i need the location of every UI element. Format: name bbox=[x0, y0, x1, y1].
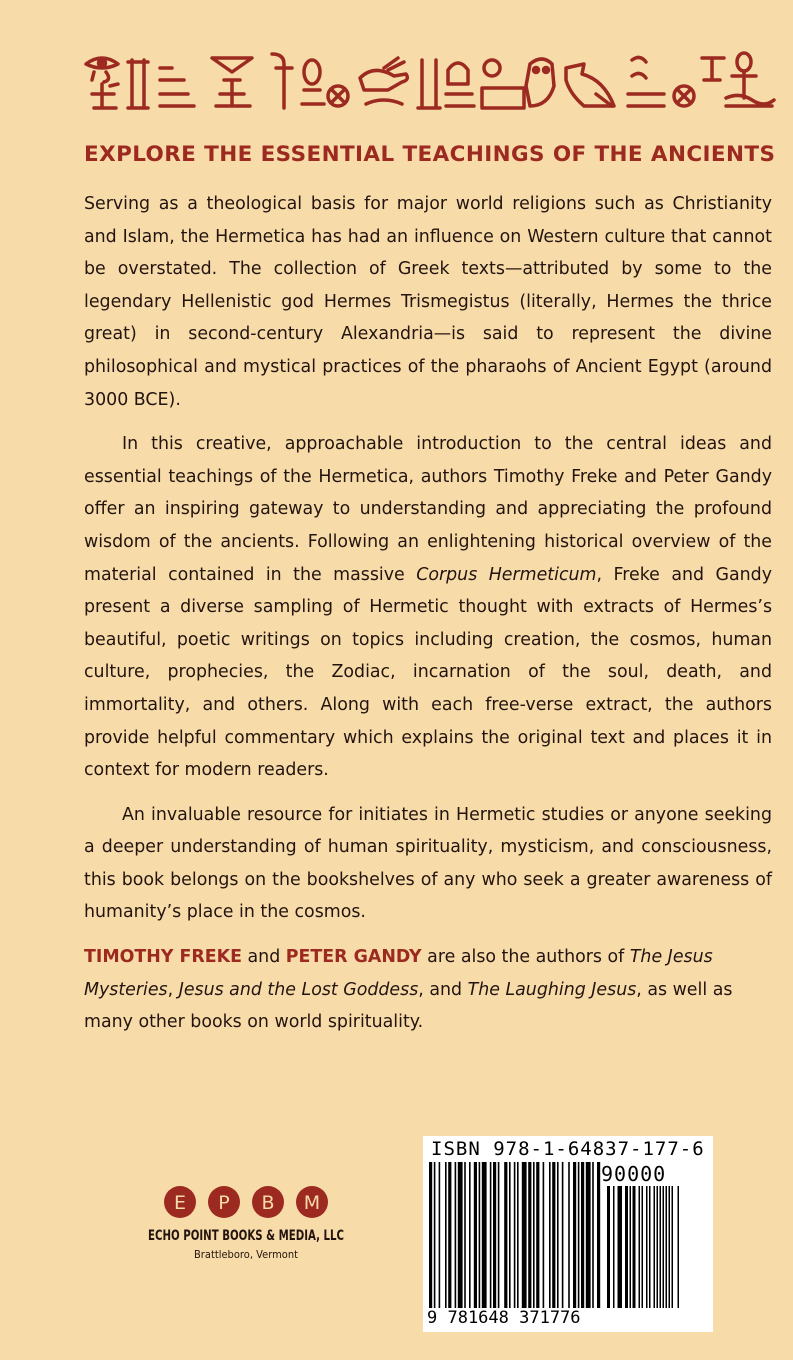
barcode-bar bbox=[592, 1162, 594, 1308]
barcode-bar bbox=[498, 1162, 500, 1308]
addon-bar bbox=[672, 1186, 674, 1308]
bio-sep-1: , bbox=[167, 979, 179, 1000]
paragraph-intro: Serving as a theological basis for major world religions such as Christianity and Islam, the Hermetica has had an influence on Western culture that cannot be overstated. The collection of Greek texts—attributed by some to the legendary Hellenistic god Hermes Trismegistus (literally, Hermes the thrice great) in second-century Alexandria—is said to represent the divine philosophical and mystical practices of the pharaohs of Ancient Egypt (around 3000 BCE). bbox=[84, 194, 772, 410]
pillar-glyph-icon bbox=[128, 60, 148, 108]
addon-bar bbox=[666, 1186, 668, 1308]
barcode-bar bbox=[536, 1162, 539, 1308]
addon-bar bbox=[646, 1186, 648, 1308]
barcode-bar bbox=[469, 1162, 471, 1308]
crossed-circle-glyph-icon bbox=[328, 86, 348, 106]
publisher-name: ECHO POINT BOOKS & MEDIA, LLC bbox=[148, 1228, 344, 1244]
addon-bar bbox=[654, 1186, 656, 1308]
barcode-bar bbox=[445, 1162, 447, 1308]
addon-bar bbox=[663, 1186, 665, 1308]
author-name-2: PETER GANDY bbox=[285, 947, 422, 968]
barcode-bar bbox=[568, 1162, 570, 1308]
paragraph-summary-text-a: In this creative, approachable introduction to the central ideas and essential teachings of the Hermetica, authors Timothy Freke and Peter Gandy offer an inspiring gateway to understanding and appreciating the profound wisdom of the ancients. Following an enlightening historical overview of the material contained in the massive bbox=[84, 434, 772, 585]
addon-bar bbox=[618, 1186, 623, 1308]
corpus-title: Corpus Hermeticum bbox=[416, 564, 597, 585]
addon-bar bbox=[657, 1186, 659, 1308]
reeds-glyph-icon bbox=[628, 57, 664, 106]
publisher-logo bbox=[148, 1180, 366, 1270]
barcode-bar bbox=[482, 1162, 487, 1308]
vessel-glyph-icon bbox=[702, 58, 724, 80]
barcode-bar bbox=[581, 1162, 584, 1308]
barcode-bar bbox=[514, 1162, 516, 1308]
publisher-letter-m: M bbox=[303, 1192, 321, 1214]
description-body bbox=[84, 188, 772, 1051]
barcode-bar bbox=[509, 1162, 511, 1308]
barcode-bar bbox=[474, 1162, 477, 1308]
barcode-bar bbox=[448, 1162, 451, 1308]
barcode-bar bbox=[586, 1162, 591, 1308]
publisher-letter-e: E bbox=[173, 1192, 187, 1214]
barcode-bar bbox=[578, 1162, 580, 1308]
barcode-bar bbox=[439, 1162, 441, 1308]
barcode-bar bbox=[517, 1162, 519, 1308]
bowl-glyph-icon bbox=[212, 58, 252, 106]
staff-glyph-icon bbox=[272, 54, 292, 108]
barcode-bar bbox=[429, 1162, 432, 1308]
barcode-bar bbox=[597, 1162, 600, 1308]
bio-text-1: are also the authors of bbox=[421, 947, 630, 968]
author-name-1: TIMOTHY FREKE bbox=[84, 947, 242, 968]
book-title-3: The Laughing Jesus bbox=[467, 979, 637, 1000]
serpent-glyph-icon bbox=[726, 95, 774, 106]
addon-bar bbox=[639, 1186, 641, 1308]
book-title-2: Jesus and the Lost Goddess bbox=[178, 979, 419, 1000]
barcode-bar bbox=[455, 1162, 457, 1308]
seated-figure-glyph-icon bbox=[92, 84, 118, 108]
publisher-letter-b: B bbox=[261, 1192, 275, 1214]
paragraph-summary bbox=[84, 428, 772, 787]
water-glyph-icon bbox=[160, 68, 194, 106]
oval-glyph-icon bbox=[302, 60, 324, 104]
headline: EXPLORE THE ESSENTIAL TEACHINGS OF THE ANCIENTS bbox=[84, 142, 776, 167]
addon-bar bbox=[633, 1186, 636, 1308]
addon-bar bbox=[613, 1186, 615, 1308]
eye-glyph-icon bbox=[86, 58, 118, 82]
addon-bar bbox=[660, 1186, 662, 1308]
price-addon: 90000 bbox=[601, 1162, 667, 1186]
publisher-location: Brattleboro, Vermont bbox=[194, 1248, 299, 1261]
addon-bar bbox=[607, 1186, 610, 1308]
building-glyph-icon bbox=[418, 60, 474, 108]
addon-bar bbox=[625, 1186, 628, 1308]
publisher-letter-p: P bbox=[218, 1192, 230, 1214]
barcode-bar bbox=[522, 1162, 527, 1308]
barcode-bar bbox=[493, 1162, 496, 1308]
addon-bar bbox=[649, 1186, 651, 1308]
barcode-bars bbox=[427, 1162, 709, 1310]
barcode-bar bbox=[562, 1162, 564, 1308]
barcode-bar bbox=[573, 1162, 576, 1308]
addon-bar bbox=[678, 1186, 680, 1308]
bird-glyph-icon bbox=[566, 64, 614, 106]
barcode-bar bbox=[479, 1162, 481, 1308]
barcode-bar bbox=[543, 1162, 545, 1308]
barcode-bar bbox=[557, 1162, 559, 1308]
hieroglyph-border bbox=[84, 50, 774, 114]
barcode-bar bbox=[434, 1162, 436, 1308]
addon-bar bbox=[630, 1186, 632, 1308]
barcode-bar bbox=[549, 1162, 551, 1308]
author-bio bbox=[84, 941, 772, 1039]
addon-bar bbox=[669, 1186, 671, 1308]
addon-bar bbox=[642, 1186, 644, 1308]
book-title-1: The Jesus Mysteries bbox=[84, 947, 713, 1000]
paragraph-summary-text-b: , Freke and Gandy present a diverse sampling of Hermetic thought with extracts of Hermes’s beautiful, poetic writings on topics including creation, the cosmos, human culture, prophecies, the Zodiac, incarnation of the soul, death, and immortality, and others. Along with each free-verse extract, the authors provide helpful commentary which explains the original text and places it in context for modern readers. bbox=[84, 564, 773, 781]
bio-sep-2: , and bbox=[418, 979, 468, 1000]
ankh-glyph-icon bbox=[732, 53, 756, 98]
bio-connector: and bbox=[242, 947, 286, 968]
barcode-bar bbox=[533, 1162, 535, 1308]
isbn-barcode bbox=[423, 1136, 713, 1332]
barcode-bar bbox=[504, 1162, 507, 1308]
isbn-number: ISBN 978-1-64837-177-6 bbox=[431, 1138, 705, 1160]
ean-digits: 9 781648 371776 bbox=[427, 1308, 581, 1328]
publisher-letter-circles bbox=[164, 1186, 328, 1218]
barcode-bar bbox=[464, 1162, 466, 1308]
barcode-bar bbox=[552, 1162, 555, 1308]
hare-glyph-icon bbox=[360, 58, 407, 104]
bio-text-2: , as well as many other books on world spirituality. bbox=[84, 979, 733, 1033]
crossed-circle-glyph-2-icon bbox=[674, 86, 694, 106]
paragraph-closing: An invaluable resource for initiates in Hermetic studies or anyone seeking a deeper understanding of human spirituality, mysticism, and consciousness, this book belongs on the bookshelves of any who seek a greater awareness of humanity’s place in the cosmos. bbox=[84, 804, 772, 923]
barcode-bar bbox=[458, 1162, 463, 1308]
barcode-bar bbox=[490, 1162, 492, 1308]
owl-glyph-icon bbox=[526, 59, 554, 106]
barcode-bar bbox=[528, 1162, 531, 1308]
bar-glyph-icon bbox=[482, 60, 524, 108]
